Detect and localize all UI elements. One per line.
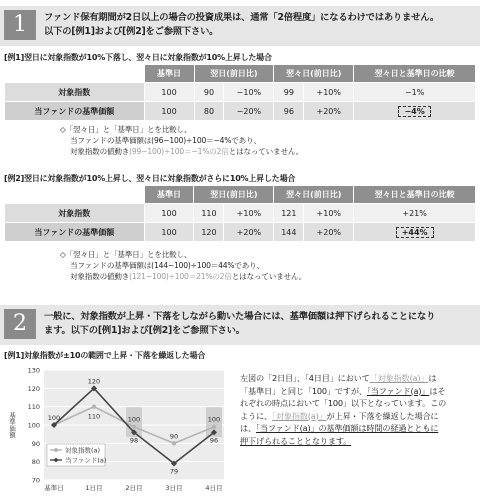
col-header: 基準日 [144,186,194,204]
x-tick-label: 2日目 [125,484,143,492]
data-point [212,425,216,429]
section2-number: 2 [4,309,36,339]
y-tick-label: 100 [27,421,40,430]
section1-text: ファンド保有期間が2日以上の場合の投資成果は、通常「2倍程度」になるわけではありません。 以下の[例1]および[例2]をご参照下さい。 [44,12,439,37]
example1-note: ◇「翌々日」と「基準日」とを比較し、 当ファンドの基準価額は(96−100)÷100＝−4%であり、 対象指数の値動き(99−100)÷100＝−1%の2倍とはなっていません。 [60,125,304,156]
x-tick-label: 1日目 [85,484,103,492]
example2-table [4,185,476,242]
data-label: 110 [87,412,101,421]
y-tick-label: 120 [27,384,40,393]
highlight-value: −4% [398,106,430,117]
table-row: 対象指数 100 90 −10% 99 +10% −1% [5,83,476,102]
chart-annotation: 左図の「2日目」、「4日目」において「対象指数(a)」は 「基準日」と同じ「100」ですが、「当ファンド(a)」はそ れぞれの時点において「100」以下となっています。この ように、「対象指数(a)」が上昇・下落を繰返した場合に は、「当ファンド(a)」の基準価額は時間の経過とともに 押下げられることとなります。 [240,373,447,446]
col-header: 翌々日と基準日の比較 [354,186,476,204]
section1-number: 1 [4,10,36,40]
y-tick-label: 70 [31,476,40,485]
legend-marker [54,448,58,452]
box-label: 100 [207,415,221,424]
col-header: 翌日(前日比) [194,65,274,83]
x-tick-label: 3日目 [165,484,183,492]
col-header: 翌日(前日比) [194,186,274,204]
example2-title: [例2]翌日に対象指数が10%上昇し、翌々日に対象指数がさらに10%上昇した場合 [4,174,296,183]
highlight-value: +44% [396,227,434,238]
example3-title: [例1]対象指数が±10の範囲で上昇・下落を繰返した場合 [4,351,206,360]
line-chart [4,362,236,494]
data-label: 79 [169,467,179,476]
data-label: 98 [129,436,139,445]
example1-table [4,64,476,121]
y-tick-label: 90 [31,439,40,448]
table-row: 当ファンドの基準価額 100 120 +20% 144 +20% +44% [5,223,476,242]
data-label: 120 [87,377,101,386]
box-label: 100 [127,415,141,424]
legend-label: 対象指数(a) [65,446,101,455]
col-header: 翌々日(前日比) [274,186,354,204]
y-tick-label: 130 [27,366,40,375]
section2-header [0,305,480,345]
col-header: 翌々日(前日比) [274,65,354,83]
data-label: 100 [47,414,61,422]
x-tick-label: 基準日 [44,484,64,492]
x-tick-label: 4日目 [205,484,223,492]
col-header: 基準日 [144,65,194,83]
example1-title: [例1]翌日に対象指数が10%下落し、翌々日に対象指数が10%上昇した場合 [4,53,272,62]
data-point [172,441,176,445]
section1-header [0,6,480,46]
table-row: 当ファンドの基準価額 100 80 −20% 96 +20% −4% [5,102,476,121]
table-row: 対象指数 100 110 +10% 121 +10% +21% [5,204,476,223]
y-tick-label: 110 [27,403,40,412]
data-label: 96 [209,436,219,445]
y-axis-label: 基準価額 [8,412,16,438]
data-label: 90 [169,432,179,441]
data-point [92,404,96,408]
col-header: 翌々日と基準日の比較 [354,65,476,83]
section2-text: 一般に、対象指数が上昇・下落をしながら動いた場合には、基準価額は押下げられることになり ます。以下の[例1]および[例2]をご参照下さい。 [44,311,436,336]
y-tick-label: 80 [31,458,40,467]
example2-note: ◇「翌々日」と「基準日」とを比較し、 当ファンドの基準価額は(144−100)÷100＝44%であり、 対象指数の値動き(121−100)÷100＝21%の2倍とはなっていません。 [60,250,307,281]
data-point [132,425,136,429]
legend-label: 当ファンド(a) [65,456,107,465]
